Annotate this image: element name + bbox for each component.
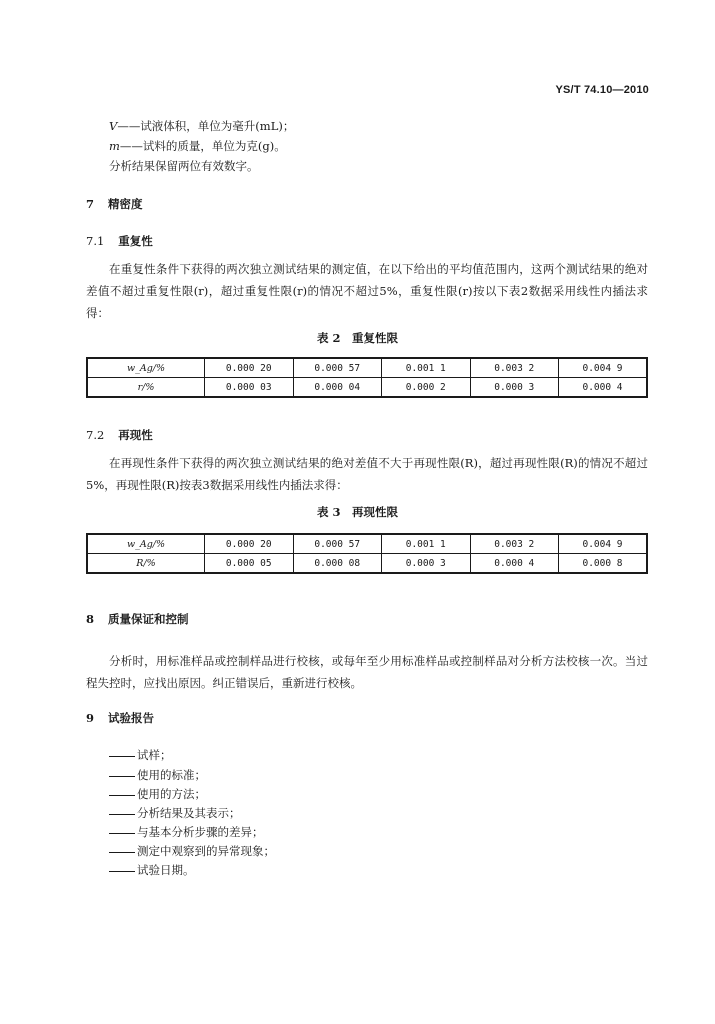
- repeatability-paragraph: 在重复性条件下获得的两次独立测试结果的测定值，在以下给出的平均值范围内，这两个测试结果的绝对差值不超过重复性限(r)，超过重复性限(r)的情况不超过5%，重复性限(r)按以下表2数据采用线性内插法求得：: [86, 262, 648, 320]
- report-item-text: 与基本分析步骤的差异；: [137, 825, 264, 839]
- section-number: 7.1: [86, 234, 105, 248]
- table-row-label: w_Ag/%: [87, 358, 205, 378]
- table-3-reproducibility: [86, 533, 648, 574]
- quality-control-paragraph: 分析时，用标准样品或控制样品进行校核，或每年至少用标准样品或控制样品对分析方法校核一次。当过程失控时，应找出原因。纠正错误后，重新进行校核。: [86, 654, 648, 690]
- report-item-text: 使用的标准；: [137, 768, 206, 782]
- section-title: 重复性: [118, 234, 153, 248]
- table-cell: 0.000 3: [470, 378, 559, 398]
- report-item: [109, 862, 195, 878]
- table-2-repeatability: [86, 357, 648, 398]
- table-cell: 0.000 05: [205, 554, 294, 574]
- section-number: 8: [86, 612, 95, 626]
- section-title: 质量保证和控制: [108, 612, 189, 626]
- em-dash: [109, 776, 135, 777]
- definition-text: ——试料的质量，单位为克(g)。: [119, 139, 286, 153]
- em-dash: [109, 833, 135, 834]
- table-cell: 0.000 20: [205, 358, 294, 378]
- section-title: 试验报告: [108, 711, 155, 725]
- report-item-text: 使用的方法；: [137, 787, 206, 801]
- report-item-text: 试验日期。: [137, 863, 195, 877]
- section-8-heading: [86, 611, 189, 627]
- table-row: [87, 358, 647, 378]
- definition-symbol: V: [109, 119, 118, 133]
- em-dash: [109, 852, 135, 853]
- table-cell: 0.003 2: [470, 534, 559, 554]
- table-cell: 0.000 04: [293, 378, 382, 398]
- table-row: [87, 378, 647, 398]
- report-item-text: 分析结果及其表示；: [137, 806, 241, 820]
- em-dash: [109, 795, 135, 796]
- table-row-label: w_Ag/%: [87, 534, 205, 554]
- table-cell: 0.000 2: [382, 378, 471, 398]
- report-item: [109, 786, 206, 802]
- table-cell: 0.001 1: [382, 534, 471, 554]
- definition-text: ——试液体积，单位为毫升(mL)；: [117, 119, 295, 133]
- table-cell: 0.000 20: [205, 534, 294, 554]
- table-cell: 0.000 3: [382, 554, 471, 574]
- table-cell: 0.000 8: [559, 554, 648, 574]
- reproducibility-paragraph: 在再现性条件下获得的两次独立测试结果的绝对差值不大于再现性限(R)，超过再现性限(R)的情况不超过5%，再现性限(R)按表3数据采用线性内插法求得：: [86, 456, 648, 492]
- standard-code: YS/T 74.10—2010: [555, 84, 649, 96]
- table-row-label: r/%: [87, 378, 205, 398]
- report-item-text: 试样；: [137, 748, 172, 762]
- section-7-1-heading: [86, 233, 153, 249]
- result-note: 分析结果保留两位有效数字。: [109, 159, 259, 173]
- report-item-text: 测定中观察到的异常现象；: [137, 844, 275, 858]
- table-2-caption: 表 2 重复性限: [316, 331, 398, 345]
- section-number: 9: [86, 711, 95, 725]
- report-item: [109, 843, 275, 859]
- section-title: 精密度: [108, 197, 143, 211]
- table-row: [87, 534, 647, 554]
- table-cell: 0.000 57: [293, 358, 382, 378]
- section-number: 7: [86, 197, 95, 211]
- section-title: 再现性: [118, 428, 153, 442]
- em-dash: [109, 814, 135, 815]
- table-cell: 0.000 03: [205, 378, 294, 398]
- table-cell: 0.000 4: [559, 378, 648, 398]
- em-dash: [109, 756, 135, 757]
- table-row-label: R/%: [87, 554, 205, 574]
- table-cell: 0.000 57: [293, 534, 382, 554]
- section-9-heading: [86, 710, 154, 726]
- definition-volume: [109, 118, 294, 134]
- report-item: [109, 767, 206, 783]
- section-7-heading: [86, 196, 143, 212]
- table-cell: 0.003 2: [470, 358, 559, 378]
- table-cell: 0.001 1: [382, 358, 471, 378]
- section-7-2-heading: [86, 427, 153, 443]
- table-cell: 0.000 4: [470, 554, 559, 574]
- definition-symbol: m: [109, 139, 120, 153]
- em-dash: [109, 871, 135, 872]
- section-number: 7.2: [86, 428, 105, 442]
- table-cell: 0.000 08: [293, 554, 382, 574]
- table-cell: 0.004 9: [559, 534, 648, 554]
- table-3-caption: 表 3 再现性限: [316, 505, 398, 519]
- definition-mass: [109, 138, 286, 154]
- report-item: [109, 747, 172, 763]
- report-item: [109, 824, 264, 840]
- report-item: [109, 805, 241, 821]
- table-row: [87, 554, 647, 574]
- table-cell: 0.004 9: [559, 358, 648, 378]
